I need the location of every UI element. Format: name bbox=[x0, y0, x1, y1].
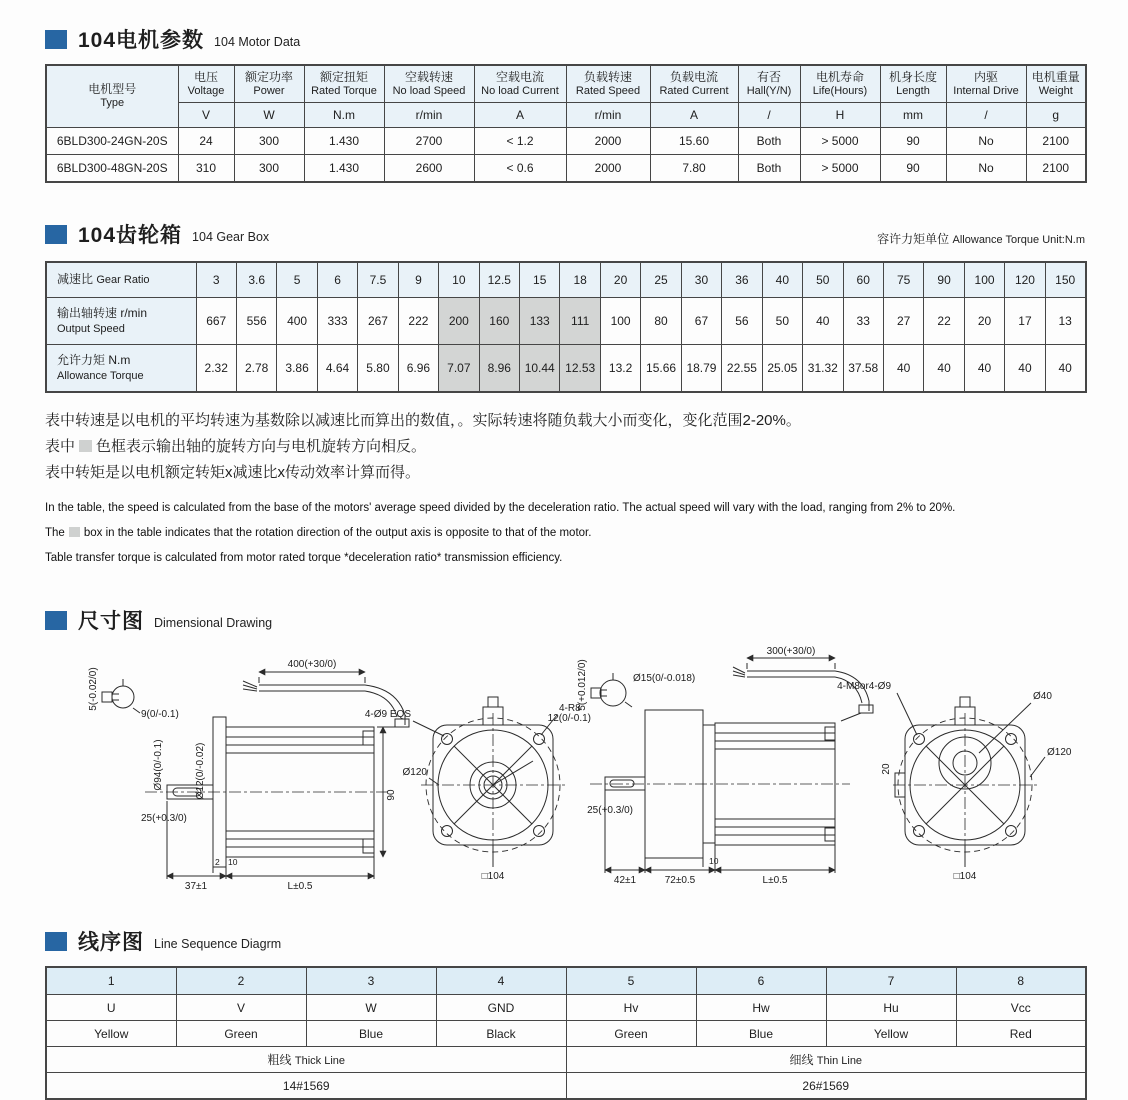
allowance-torque-cell: 40 bbox=[883, 345, 923, 393]
dim-label: 72±0.5 bbox=[664, 875, 696, 886]
dim-label: 37±1 bbox=[184, 881, 208, 892]
allowance-torque-cell: 37.58 bbox=[843, 345, 883, 393]
gear-ratio-cell: 50 bbox=[803, 262, 843, 298]
signal-cell: U bbox=[46, 995, 176, 1021]
signal-cell: Vcc bbox=[956, 995, 1086, 1021]
allowance-torque-cell: 15.66 bbox=[641, 345, 681, 393]
section-header-motor bbox=[45, 24, 1085, 54]
motor-data-cell: 1.430 bbox=[304, 155, 384, 183]
gear-ratio-cell: 12.5 bbox=[479, 262, 519, 298]
output-speed-cell: 17 bbox=[1005, 298, 1045, 345]
output-speed-cell: 111 bbox=[560, 298, 600, 345]
dim-label: 5(+0.012/0) bbox=[577, 659, 588, 711]
dim-label: 4-M8or4-Ø9 bbox=[837, 681, 891, 692]
gear-ratio-cell: 3 bbox=[196, 262, 236, 298]
allowance-torque-cell: 5.80 bbox=[358, 345, 398, 393]
pin-number-cell: 6 bbox=[696, 967, 826, 995]
motor-data-cell: Both bbox=[738, 128, 800, 155]
allowance-torque-cell: 31.32 bbox=[803, 345, 843, 393]
dim-label: 300(+30/0) bbox=[766, 646, 816, 657]
pin-number-cell: 1 bbox=[46, 967, 176, 995]
drawing-labels bbox=[88, 646, 1072, 892]
motor-data-cell: 2000 bbox=[566, 128, 650, 155]
allowance-torque-cell: 2.78 bbox=[236, 345, 276, 393]
pin-number-cell: 2 bbox=[176, 967, 306, 995]
dim-label: □104 bbox=[481, 871, 505, 882]
allowance-torque-cell: 6.96 bbox=[398, 345, 438, 393]
motor-column-header: 有否 Hall(Y/N) bbox=[738, 65, 800, 103]
gear-ratio-cell: 20 bbox=[600, 262, 640, 298]
motor-unit-cell: N.m bbox=[304, 103, 384, 128]
section-bullet-icon bbox=[45, 611, 67, 630]
note-en-2: The box in the table indicates that the rotation direction of the output axis is opposite to that of the motor. bbox=[45, 527, 592, 539]
gear-ratio-cell: 6 bbox=[317, 262, 357, 298]
output-speed-cell: 200 bbox=[439, 298, 479, 345]
dim-label: 5(-0.02/0) bbox=[88, 667, 99, 711]
line-sequence-table bbox=[45, 966, 1087, 1100]
motor-unit-cell: mm bbox=[880, 103, 946, 128]
gray-box-swatch bbox=[69, 527, 80, 537]
motor-data-cell: 310 bbox=[178, 155, 234, 183]
motor-unit-cell: H bbox=[800, 103, 880, 128]
motor-data-cell: 6BLD300-48GN-20S bbox=[46, 155, 178, 183]
output-speed-cell: 80 bbox=[641, 298, 681, 345]
motor-unit-cell: A bbox=[650, 103, 738, 128]
gearmotor-side-view bbox=[590, 658, 873, 873]
dim-label: Ø120 bbox=[402, 767, 427, 778]
output-speed-cell: 20 bbox=[964, 298, 1004, 345]
output-speed-cell: 27 bbox=[883, 298, 923, 345]
motor-column-header: 电机寿命 Life(Hours) bbox=[800, 65, 880, 103]
dim-label: 10 bbox=[228, 857, 238, 867]
motor-data-cell: 15.60 bbox=[650, 128, 738, 155]
allowance-torque-cell: 22.55 bbox=[722, 345, 762, 393]
section-bullet-icon bbox=[45, 932, 67, 951]
wire-color-cell: Yellow bbox=[46, 1021, 176, 1047]
gear-ratio-cell: 25 bbox=[641, 262, 681, 298]
allowance-torque-cell: 25.05 bbox=[762, 345, 802, 393]
wire-color-cell: Red bbox=[956, 1021, 1086, 1047]
dim-label: Ø12(0/-0.02) bbox=[195, 742, 206, 800]
motor-data-cell: 90 bbox=[880, 155, 946, 183]
motor-data-cell: 7.80 bbox=[650, 155, 738, 183]
dim-label: 12(0/-0.1) bbox=[547, 713, 591, 724]
allowance-torque-cell: 7.07 bbox=[439, 345, 479, 393]
section-title-cn: 104齿轮箱 bbox=[78, 224, 183, 247]
allowance-torque-cell: 10.44 bbox=[520, 345, 560, 393]
thick-line-cell: 粗线 Thick Line bbox=[46, 1047, 566, 1073]
output-speed-cell: 100 bbox=[600, 298, 640, 345]
notes-chinese bbox=[45, 408, 1085, 486]
gear-ratio-cell: 30 bbox=[681, 262, 721, 298]
motor-data-cell: < 1.2 bbox=[474, 128, 566, 155]
allowance-torque-cell: 8.96 bbox=[479, 345, 519, 393]
dim-label: 4-R8 bbox=[559, 703, 581, 714]
dim-label: L±0.5 bbox=[287, 881, 313, 892]
motor-data-cell: 2700 bbox=[384, 128, 474, 155]
signal-row bbox=[46, 995, 1086, 1021]
gear-ratio-cell: 18 bbox=[560, 262, 600, 298]
note-en-3: Table transfer torque is calculated from motor rated torque *deceleration ratio* transmission efficiency. bbox=[45, 552, 563, 564]
motor-data-cell: 2600 bbox=[384, 155, 474, 183]
allowance-torque-unit-note: 容许力矩单位 Allowance Torque Unit:N.m bbox=[877, 232, 1085, 246]
section-bullet-icon bbox=[45, 30, 67, 49]
gear-ratio-cell: 7.5 bbox=[358, 262, 398, 298]
output-speed-cell: 22 bbox=[924, 298, 964, 345]
output-speed-cell: 667 bbox=[196, 298, 236, 345]
motor-column-header: 空载转速 No load Speed bbox=[384, 65, 474, 103]
motor-front-view bbox=[413, 697, 565, 867]
motor-data-cell: No bbox=[946, 155, 1026, 183]
motor-column-header: 负载电流 Rated Current bbox=[650, 65, 738, 103]
section-title-en: 104 Motor Data bbox=[214, 35, 301, 49]
motor-column-header: 额定功率 Power bbox=[234, 65, 304, 103]
dim-label: 20 bbox=[881, 763, 892, 775]
motor-data-cell: 24 bbox=[178, 128, 234, 155]
output-speed-row bbox=[46, 298, 1086, 345]
motor-unit-cell: A bbox=[474, 103, 566, 128]
allowance-torque-cell: 40 bbox=[924, 345, 964, 393]
section-bullet-icon bbox=[45, 225, 67, 244]
note-cn-3: 表中转矩是以电机额定转矩x减速比x传动效率计算而得。 bbox=[45, 464, 421, 481]
motor-column-header: 内驱 Internal Drive bbox=[946, 65, 1026, 103]
dim-label: Ø120 bbox=[1047, 747, 1072, 758]
motor-unit-cell: W bbox=[234, 103, 304, 128]
motor-unit-cell: / bbox=[946, 103, 1026, 128]
row-label-output-speed: 输出轴转速 r/min Output Speed bbox=[46, 298, 196, 345]
motor-unit-cell: r/min bbox=[384, 103, 474, 128]
notes-english bbox=[45, 496, 1085, 571]
dim-label: 90 bbox=[386, 789, 397, 801]
gear-ratio-cell: 75 bbox=[883, 262, 923, 298]
row-label-allowance-torque: 允许力矩 N.m Allowance Torque bbox=[46, 345, 196, 393]
motor-data-cell: 2100 bbox=[1026, 128, 1086, 155]
gear-ratio-cell: 60 bbox=[843, 262, 883, 298]
allowance-torque-cell: 4.64 bbox=[317, 345, 357, 393]
dim-label: 25(+0.3/0) bbox=[587, 805, 633, 816]
gear-ratio-cell: 10 bbox=[439, 262, 479, 298]
motor-data-cell: 300 bbox=[234, 155, 304, 183]
cable bbox=[243, 681, 409, 727]
pin-number-cell: 5 bbox=[566, 967, 696, 995]
dim-label: Ø94(0/-0.1) bbox=[153, 739, 164, 791]
allowance-torque-cell: 40 bbox=[1005, 345, 1045, 393]
motor-column-header: 电压 Voltage bbox=[178, 65, 234, 103]
section-title-cn: 线序图 bbox=[78, 931, 144, 954]
motor-data-cell: No bbox=[946, 128, 1026, 155]
dim-label: Ø15(0/-0.018) bbox=[633, 673, 696, 684]
row-label-gear-ratio: 减速比 Gear Ratio bbox=[46, 262, 196, 298]
gear-ratio-cell: 3.6 bbox=[236, 262, 276, 298]
output-speed-cell: 67 bbox=[681, 298, 721, 345]
signal-cell: Hv bbox=[566, 995, 696, 1021]
motor-column-header: 空载电流 No load Current bbox=[474, 65, 566, 103]
signal-cell: Hu bbox=[826, 995, 956, 1021]
output-speed-cell: 222 bbox=[398, 298, 438, 345]
motor-column-header: 额定扭矩 Rated Torque bbox=[304, 65, 384, 103]
section-header-gearbox bbox=[45, 219, 1085, 249]
signal-cell: GND bbox=[436, 995, 566, 1021]
motor-data-cell: Both bbox=[738, 155, 800, 183]
allowance-torque-cell: 40 bbox=[1045, 345, 1085, 393]
pin-number-cell: 3 bbox=[306, 967, 436, 995]
dimensional-drawing bbox=[45, 645, 1085, 900]
gearmotor-front-view bbox=[893, 693, 1045, 867]
output-speed-cell: 160 bbox=[479, 298, 519, 345]
allowance-torque-cell: 3.86 bbox=[277, 345, 317, 393]
pin-number-cell: 8 bbox=[956, 967, 1086, 995]
gearbox-table bbox=[45, 261, 1087, 393]
allowance-torque-cell: 2.32 bbox=[196, 345, 236, 393]
gear-ratio-cell: 9 bbox=[398, 262, 438, 298]
wire-color-cell: Black bbox=[436, 1021, 566, 1047]
output-speed-cell: 333 bbox=[317, 298, 357, 345]
output-speed-cell: 13 bbox=[1045, 298, 1085, 345]
motor-unit-cell: r/min bbox=[566, 103, 650, 128]
motor-unit-cell: g bbox=[1026, 103, 1086, 128]
output-speed-cell: 40 bbox=[803, 298, 843, 345]
dim-label: 42±1 bbox=[613, 875, 637, 886]
section-title-cn: 104电机参数 bbox=[78, 29, 205, 52]
gear-ratio-cell: 15 bbox=[520, 262, 560, 298]
motor-data-cell: 90 bbox=[880, 128, 946, 155]
signal-cell: V bbox=[176, 995, 306, 1021]
note-en-1: In the table, the speed is calculated from the base of the motors' average speed divided by the deceleration ratio. The actual speed will vary with the load, ranging from 2% to 20%. bbox=[45, 502, 956, 514]
output-speed-cell: 556 bbox=[236, 298, 276, 345]
dim-label: 9(0/-0.1) bbox=[141, 709, 179, 720]
motor-unit-cell: / bbox=[738, 103, 800, 128]
wire-color-row bbox=[46, 1021, 1086, 1047]
section-title-en: 104 Gear Box bbox=[192, 230, 270, 244]
dim-label: □104 bbox=[953, 871, 977, 882]
motor-table-row bbox=[46, 128, 1086, 155]
dimensional-drawing-svg bbox=[45, 645, 1085, 895]
dim-label: 4-Ø9 EQS bbox=[364, 709, 411, 720]
output-speed-cell: 50 bbox=[762, 298, 802, 345]
note-cn-1: 表中转速是以电机的平均转速为基数除以减速比而算出的数值，。实际转速将随负载大小而变化，变化范围2-20%。 bbox=[45, 412, 801, 429]
section-title-en: Dimensional Drawing bbox=[154, 616, 273, 630]
line-type-row bbox=[46, 1047, 1086, 1073]
motor-unit-cell: V bbox=[178, 103, 234, 128]
section-title-en: Line Sequence Diagrm bbox=[154, 937, 282, 951]
pin-number-row bbox=[46, 967, 1086, 995]
gear-ratio-cell: 100 bbox=[964, 262, 1004, 298]
output-speed-cell: 56 bbox=[722, 298, 762, 345]
wire-color-cell: Green bbox=[566, 1021, 696, 1047]
gear-ratio-cell: 36 bbox=[722, 262, 762, 298]
thin-line-spec-cell: 26#1569 bbox=[566, 1073, 1086, 1100]
wire-spec-row bbox=[46, 1073, 1086, 1100]
motor-side-view bbox=[102, 672, 409, 879]
dim-label: 400(+30/0) bbox=[287, 659, 337, 670]
note-cn-2: 表中 色框表示输出轴的旋转方向与电机旋转方向相反。 bbox=[45, 438, 427, 455]
wire-color-cell: Blue bbox=[306, 1021, 436, 1047]
motor-data-cell: 1.430 bbox=[304, 128, 384, 155]
dim-label: 10 bbox=[709, 856, 719, 866]
output-speed-cell: 33 bbox=[843, 298, 883, 345]
section-title-cn: 尺寸图 bbox=[78, 610, 144, 633]
motor-data-cell: > 5000 bbox=[800, 155, 880, 183]
allowance-torque-cell: 12.53 bbox=[560, 345, 600, 393]
motor-data-cell: > 5000 bbox=[800, 128, 880, 155]
allowance-torque-row bbox=[46, 345, 1086, 393]
motor-column-header: 机身长度 Length bbox=[880, 65, 946, 103]
motor-column-header: 负载转速 Rated Speed bbox=[566, 65, 650, 103]
motor-column-header: 电机重量 Weight bbox=[1026, 65, 1086, 103]
motor-data-cell: 300 bbox=[234, 128, 304, 155]
gear-ratio-cell: 150 bbox=[1045, 262, 1085, 298]
wire-color-cell: Yellow bbox=[826, 1021, 956, 1047]
allowance-torque-cell: 18.79 bbox=[681, 345, 721, 393]
motor-table-row bbox=[46, 155, 1086, 183]
dim-label: 25(+0.3/0) bbox=[141, 813, 187, 824]
motor-data-table bbox=[45, 64, 1087, 183]
gear-ratio-cell: 120 bbox=[1005, 262, 1045, 298]
motor-column-header-type: 电机型号 Type bbox=[46, 65, 178, 128]
gear-ratio-row bbox=[46, 262, 1086, 298]
output-speed-cell: 267 bbox=[358, 298, 398, 345]
dim-label: 2 bbox=[215, 857, 220, 867]
output-speed-cell: 133 bbox=[520, 298, 560, 345]
dim-label: Ø40 bbox=[1033, 691, 1052, 702]
thick-line-spec-cell: 14#1569 bbox=[46, 1073, 566, 1100]
gear-ratio-cell: 5 bbox=[277, 262, 317, 298]
pin-number-cell: 7 bbox=[826, 967, 956, 995]
allowance-torque-cell: 13.2 bbox=[600, 345, 640, 393]
motor-data-cell: 2000 bbox=[566, 155, 650, 183]
allowance-torque-cell: 40 bbox=[964, 345, 1004, 393]
pin-number-cell: 4 bbox=[436, 967, 566, 995]
gear-ratio-cell: 90 bbox=[924, 262, 964, 298]
motor-data-cell: 2100 bbox=[1026, 155, 1086, 183]
section-header-lineseq bbox=[45, 926, 1085, 956]
gear-ratio-cell: 40 bbox=[762, 262, 802, 298]
cable bbox=[733, 667, 873, 721]
output-speed-cell: 400 bbox=[277, 298, 317, 345]
signal-cell: W bbox=[306, 995, 436, 1021]
signal-cell: Hw bbox=[696, 995, 826, 1021]
motor-data-cell: 6BLD300-24GN-20S bbox=[46, 128, 178, 155]
section-header-dimension bbox=[45, 605, 1085, 635]
dim-label: L±0.5 bbox=[762, 875, 788, 886]
gray-box-swatch bbox=[79, 440, 92, 452]
thin-line-cell: 细线 Thin Line bbox=[566, 1047, 1086, 1073]
motor-data-cell: < 0.6 bbox=[474, 155, 566, 183]
wire-color-cell: Green bbox=[176, 1021, 306, 1047]
wire-color-cell: Blue bbox=[696, 1021, 826, 1047]
